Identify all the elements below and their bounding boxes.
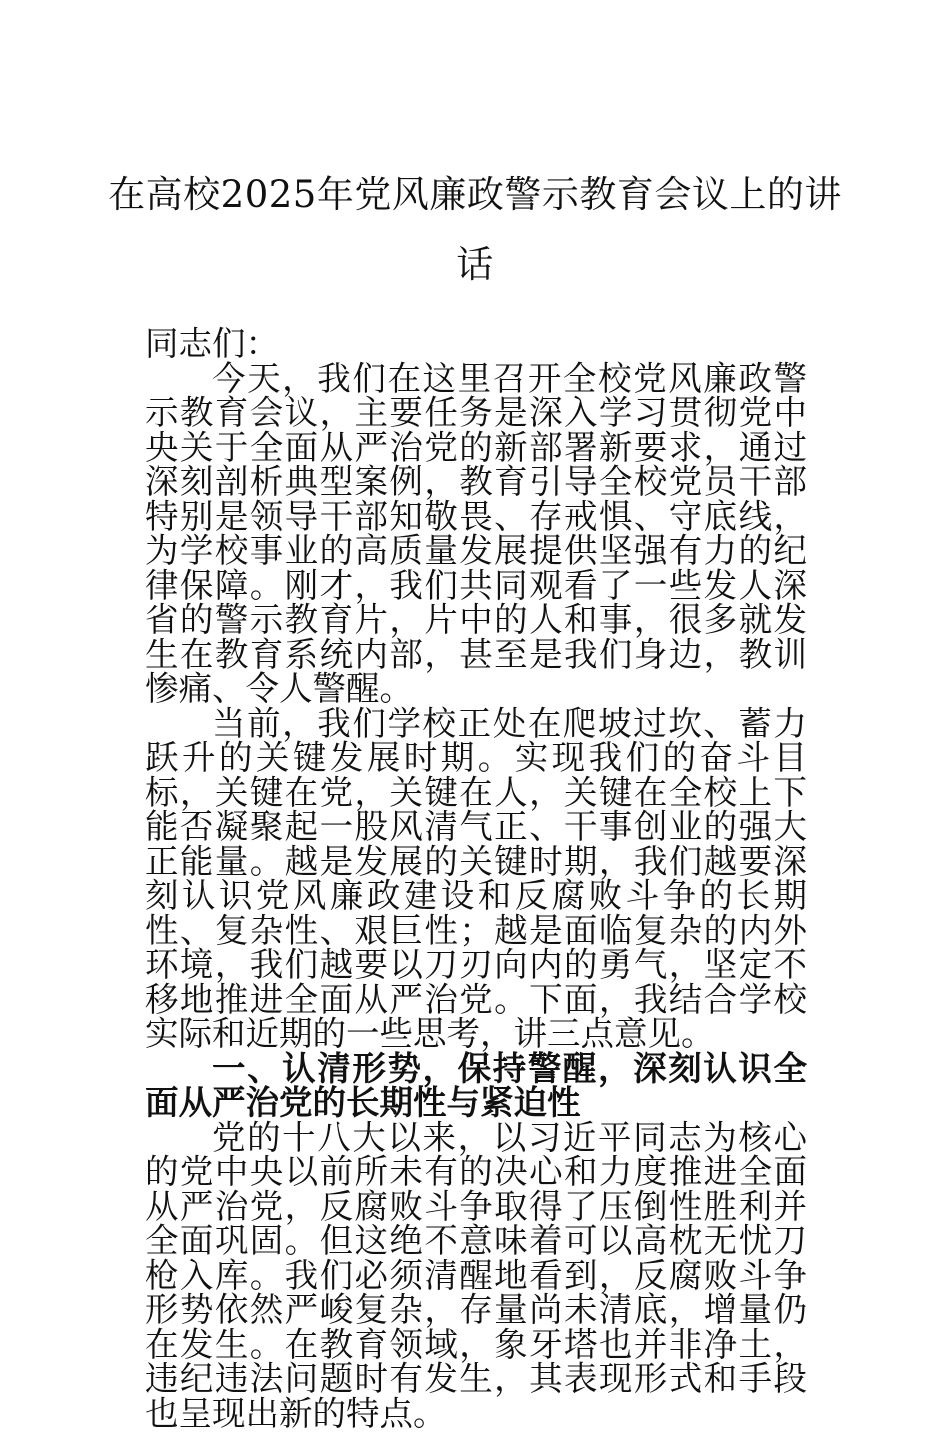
document-body bbox=[145, 324, 807, 1433]
section-heading: 一、认清形势，保持警醒，深刻认识全面从严治党的长期性与紧迫性 bbox=[145, 1048, 807, 1122]
paragraph: 党的十八大以来，以习近平同志为核心的党中央以前所未有的决心和力度推进全面从严治党，反腐败斗争取得了压倒性胜利并全面巩固。但这绝不意味着可以高枕无忧刀枪入库。我们必须清醒地看到，反腐败斗争形势依然严峻复杂，存量尚未清底，增量仍在发生。在教育领域，象牙塔也并非净土，违纪违法问题时有发生，其表现形式和手段也呈现出新的特点。 bbox=[145, 1117, 807, 1433]
salutation: 同志们： bbox=[145, 324, 279, 363]
paragraph: 当前，我们学校正处在爬坡过坎、蓄力跃升的关键发展时期。实现我们的奋斗目标，关键在党，关键在人，关键在全校上下能否凝聚起一股风清气正、干事创业的强大正能量。越是发展的关键时期，我们越要深刻认识党风廉政建设和反腐败斗争的长期性、复杂性、艰巨性；越是面临复杂的内外环境，我们越要以刀刃向内的勇气，坚定不移地推进全面从严治党。下面，我结合学校实际和近期的一些思考，讲三点意见。 bbox=[145, 703, 807, 1053]
document-title: 在高校2025年党风廉政警示教育会议上的讲话 bbox=[108, 173, 842, 286]
paragraph: 今天，我们在这里召开全校党风廉政警示教育会议，主要任务是深入学习贯彻党中央关于全面从严治党的新部署新要求，通过深刻剖析典型案例，教育引导全校党员干部特别是领导干部知敬畏、存戒惧、守底线，为学校事业的高质量发展提供坚强有力的纪律保障。刚才，我们共同观看了一些发人深省的警示教育片，片中的人和事，很多就发生在教育系统内部，甚至是我们身边，教训惨痛、令人警醒。 bbox=[145, 358, 807, 708]
